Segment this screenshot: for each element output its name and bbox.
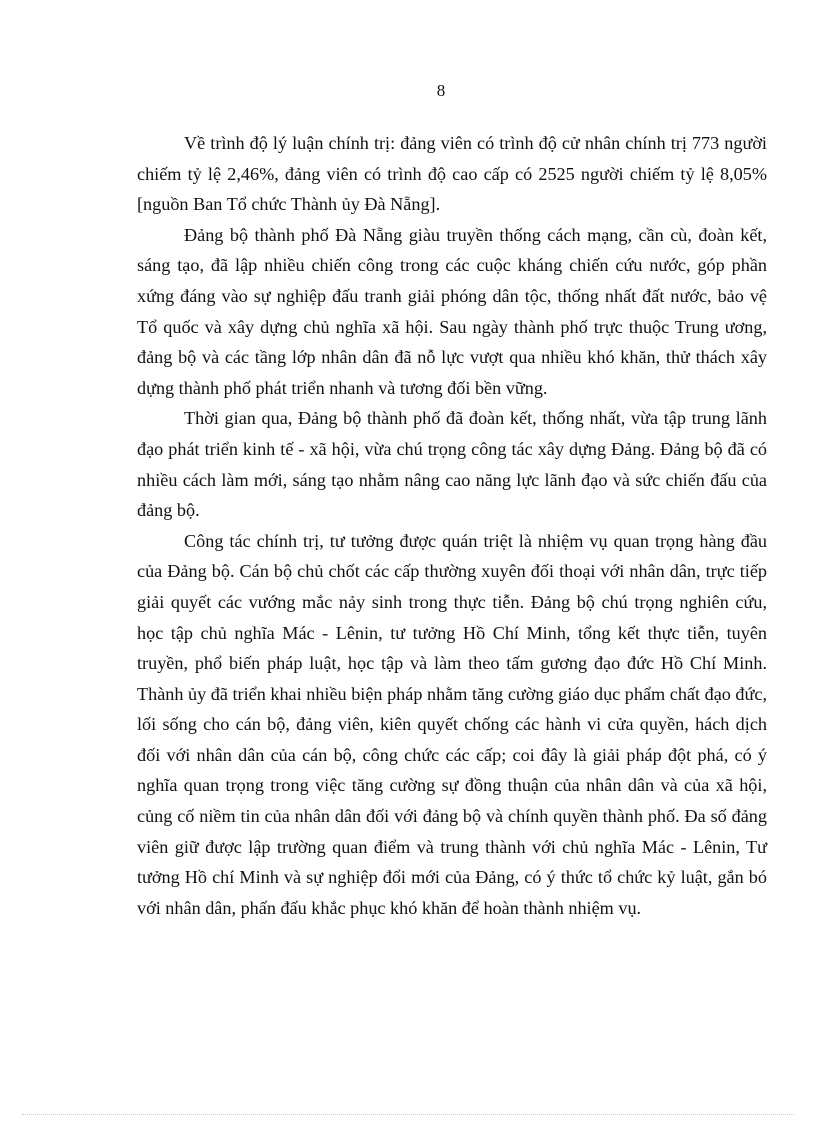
page-number: 8 xyxy=(436,81,446,100)
paragraph-political-ideology: Công tác chính trị, tư tưởng được quán triệt là nhiệm vụ quan trọng hàng đầu của Đảng bộ. Cán bộ chủ chốt các cấp thường xuyên đối thoại với nhân dân, trực tiếp giải quyết các vướng mắc nảy sinh trong thực tiễn. Đảng bộ chú trọng nghiên cứu, học tập chủ nghĩa Mác - Lênin, tư tưởng Hồ Chí Minh, tổng kết thực tiễn, tuyên truyền, phổ biến pháp luật, học tập và làm theo tấm gương đạo đức Hồ Chí Minh. Thành ủy đã triển khai nhiều biện pháp nhằm tăng cường giáo dục phẩm chất đạo đức, lối sống cho cán bộ, đảng viên, kiên quyết chống các hành vi cửa quyền, hách dịch đối với nhân dân của cán bộ, công chức các cấp; coi đây là giải pháp đột phá, có ý nghĩa quan trọng trong việc tăng cường sự đồng thuận của nhân dân và của xã hội, củng cố niềm tin của nhân dân đối với đảng bộ và chính quyền thành phố. Đa số đảng viên giữ được lập trường quan điểm và trung thành với chủ nghĩa Mác - Lênin, Tư tưởng Hồ chí Minh và sự nghiệp đổi mới của Đảng, có ý thức tổ chức kỷ luật, gắn bó với nhân dân, phấn đấu khắc phục khó khăn để hoàn thành nhiệm vụ. xyxy=(137,530,767,918)
page-bottom-divider xyxy=(22,1114,794,1115)
paragraph-political-theory: Về trình độ lý luận chính trị: đảng viên có trình độ cử nhân chính trị 773 người chiếm tỷ lệ 2,46%, đảng viên có trình độ cao cấp có 2525 người chiếm tỷ lệ 8,05% [nguồn Ban Tổ chức Thành ủy Đà Nẵng]. xyxy=(137,133,767,215)
paragraph-party-tradition: Đảng bộ thành phố Đà Nẵng giàu truyền thống cách mạng, cần cù, đoàn kết, sáng tạo, đã lập nhiều chiến công trong các cuộc kháng chiến cứu nước, góp phần xứng đáng vào sự nghiệp đấu tranh giải phóng dân tộc, thống nhất đất nước, bảo vệ Tổ quốc và xây dựng chủ nghĩa xã hội. Sau ngày thành phố trực thuộc Trung ương, đảng bộ và các tầng lớp nhân dân đã nỗ lực vượt qua nhiều khó khăn, thử thách xây dựng thành phố phát triển nhanh và tương đối bền vững. xyxy=(137,224,767,398)
body-text xyxy=(137,128,767,923)
paragraph-recent-leadership: Thời gian qua, Đảng bộ thành phố đã đoàn kết, thống nhất, vừa tập trung lãnh đạo phát triển kinh tế - xã hội, vừa chú trọng công tác xây dựng Đảng. Đảng bộ đã có nhiều cách làm mới, sáng tạo nhằm nâng cao năng lực lãnh đạo và sức chiến đấu của đảng bộ. xyxy=(137,408,767,521)
